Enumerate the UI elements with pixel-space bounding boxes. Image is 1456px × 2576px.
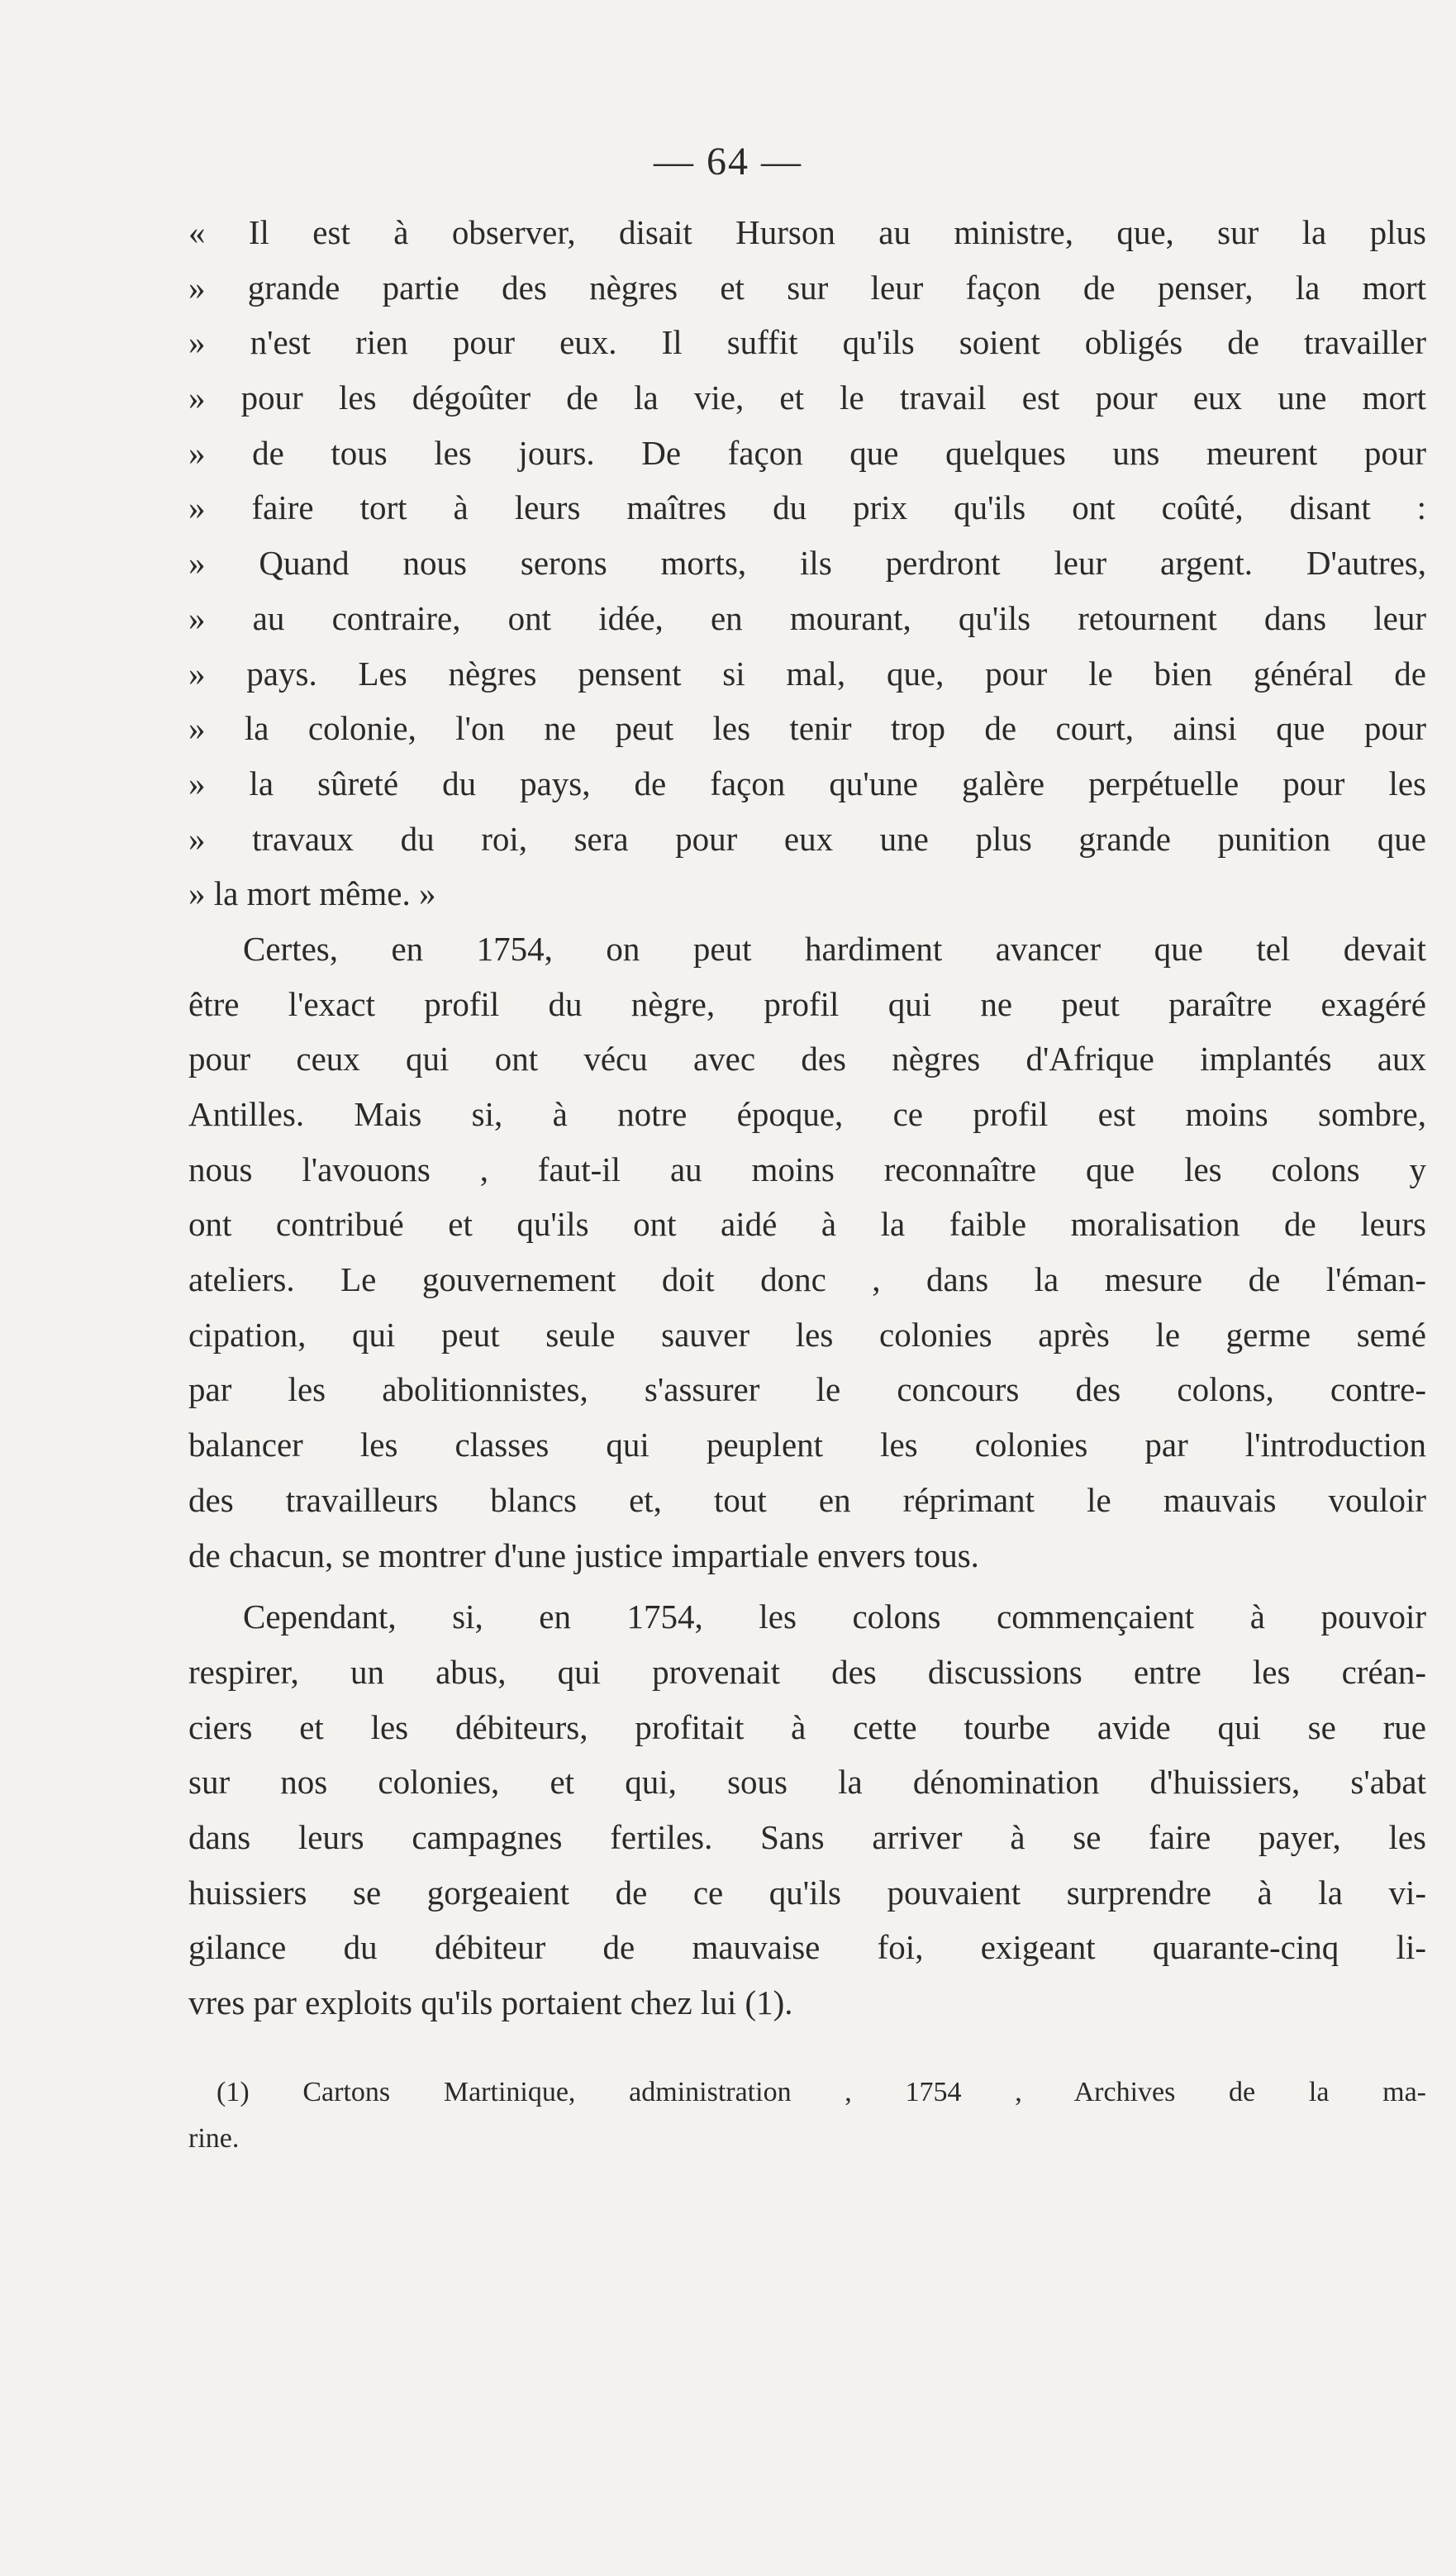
text-line: » grande partie des nègres et sur leur façon de penser, la mort [188,268,1426,307]
text-line: Antilles. Mais si, à notre époque, ce profil est moins sombre, [188,1095,1426,1133]
text-line: » travaux du roi, sera pour eux une plus grande punition que [188,819,1426,858]
text-line: huissiers se gorgeaient de ce qu'ils pouvaient surprendre à la vi- [188,1873,1426,1912]
text-line: » de tous les jours. De façon que quelques uns meurent pour [188,433,1426,472]
text-line: gilance du débiteur de mauvaise foi, exigeant quarante-cinq li- [188,1928,1426,1967]
text-line: » la colonie, l'on ne peut les tenir trop de court, ainsi que pour [188,709,1426,748]
text-line: » pour les dégoûter de la vie, et le travail est pour eux une mort [188,379,1426,417]
text-line: » la mort même. » [188,874,436,913]
text-line: sur nos colonies, et qui, sous la dénomination d'huissiers, s'abat [188,1763,1426,1802]
text-line: ont contribué et qu'ils ont aidé à la faible moralisation de leurs [188,1205,1426,1244]
text-line: » pays. Les nègres pensent si mal, que, pour le bien général de [188,654,1426,693]
text-line: par les abolitionnistes, s'assurer le concours des colons, contre- [188,1370,1426,1409]
text-line: » au contraire, ont idée, en mourant, qu'ils retournent dans leur [188,598,1426,637]
text-line: balancer les classes qui peuplent les colonies par l'introduction [188,1426,1426,1464]
text-line: Certes, en 1754, on peut hardiment avancer que tel devait [243,929,1426,968]
text-line: pour ceux qui ont vécu avec des nègres d'Afrique implantés aux [188,1040,1426,1078]
text-line: nous l'avouons , faut-il au moins reconnaître que les colons y [188,1150,1426,1188]
text-line: » la sûreté du pays, de façon qu'une galère perpétuelle pour les [188,764,1426,802]
footnote [188,2069,1426,2162]
text-line: être l'exact profil du nègre, profil qui ne peut paraître exagéré [188,984,1426,1023]
text-line: de chacun, se montrer d'une justice impartiale envers tous. [188,1536,979,1574]
text-line: ciers et les débiteurs, profitait à cette tourbe avide qui se rue [188,1707,1426,1746]
text-line: des travailleurs blancs et, tout en réprimant le mauvais vouloir [188,1480,1426,1519]
footnote-line: rine. [188,2123,240,2154]
text-line: respirer, un abus, qui provenait des discussions entre les créan- [188,1652,1426,1691]
text-line: « Il est à observer, disait Hurson au ministre, que, sur la plus [188,213,1426,251]
text-line: » faire tort à leurs maîtres du prix qu'ils ont coûté, disant : [188,488,1426,527]
text-line: » n'est rien pour eux. Il suffit qu'ils soient obligés de travailler [188,323,1426,362]
body-text [188,205,1426,2031]
text-line: » Quand nous serons morts, ils perdront leur argent. D'autres, [188,544,1426,583]
text-line: Cependant, si, en 1754, les colons commençaient à pouvoir [243,1598,1426,1636]
page-number: — 64 — [654,140,802,183]
text-line: cipation, qui peut seule sauver les colonies après le germe semé [188,1315,1426,1354]
text-line: dans leurs campagnes fertiles. Sans arriver à se faire payer, les [188,1817,1426,1856]
text-line: ateliers. Le gouvernement doit donc , dans la mesure de l'éman- [188,1260,1426,1299]
footnote-line: (1) Cartons Martinique, administration , 1754 , Archives de la ma- [216,2077,1426,2107]
text-line: vres par exploits qu'ils portaient chez lui (1). [188,1983,793,2021]
